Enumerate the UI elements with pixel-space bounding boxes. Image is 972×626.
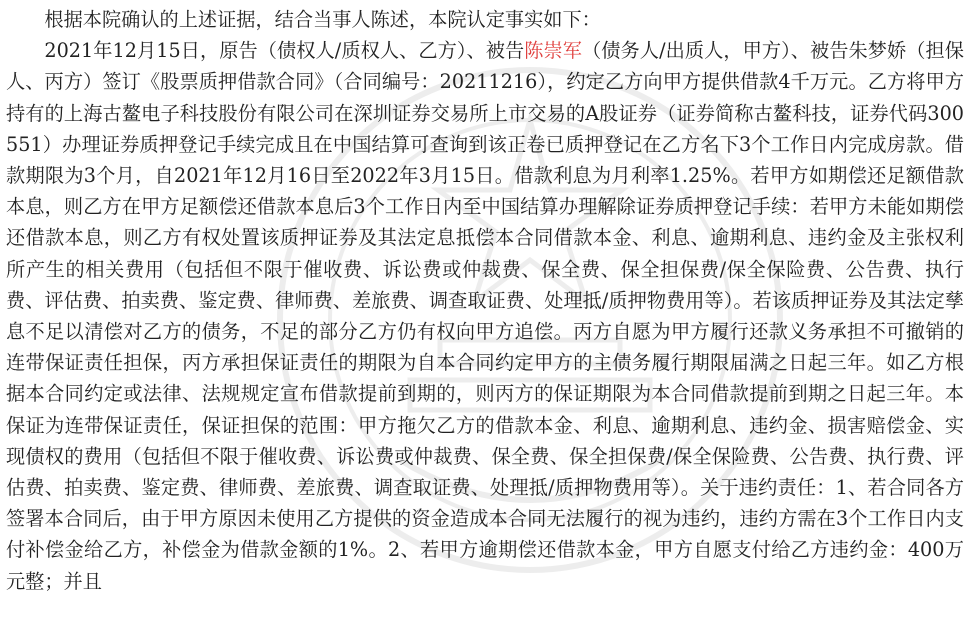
- facts-text-start: 2021年12月15日，原告（债权人/质权人、乙方）、被告: [44, 39, 525, 63]
- facts-paragraph: [6, 35, 964, 597]
- intro-paragraph: 根据本院确认的上述证据，结合当事人陈述，本院认定事实如下：: [44, 8, 601, 31]
- facts-text-rest: （债务人/出质人，甲方）、被告朱梦娇（担保人、丙方）签订《股票质押借款合同》（合同编号：20211216），约定乙方向甲方提供借款4千万元。乙方将甲方持有的上海古鳌电子科技股份有限公司在深圳证券交易所上市交易的A股证券（证券简称古鳌科技，证券代码300551）办理证券质押登记手续完成且在中国结算可查询到该正卷已质押登记在乙方名下3个工作日内完成房款。借款期限为3个月，自2021年12月16日至2022年3月15日。借款利息为月利率1.25%。若甲方如期偿还足额借款本息，则乙方在甲方足额偿还借款本息后3个工作日内至中国结算办理解除证券质押登记手续：若甲方未能如期偿还借款本息，则乙方有权处置该质押证券及其法定息抵偿本合同借款本金、利息、逾期利息、违约金及主张权利所产生的相关费用（包括但不限于催收费、诉讼费或仲裁费、保全费、保全担保费/保全保险费、公告费、执行费、评估费、拍卖费、鉴定费、律师费、差旅费、调查取证费、处理抵/质押物费用等）。若该质押证券及其法定孳息不足以清偿对乙方的债务，不足的部分乙方仍有权向甲方追偿。丙方自愿为甲方履行还款义务承担不可撤销的连带保证责任担保，丙方承担保证责任的期限为自本合同约定甲方的主债务履行期限届满之日起三年。如乙方根据本合同约定或法律、法规规定宣布借款提前到期的，则丙方的保证期限为本合同借款提前到期之日起三年。本保证为连带保证责任，保证担保的范围：甲方拖欠乙方的借款本金、利息、逾期利息、违约金、损害赔偿金、实现债权的费用（包括但不限于催收费、诉讼费或仲裁费、保全费、保全担保费/保全保险费、公告费、执行费、评估费、拍卖费、鉴定费、律师费、差旅费、调查取证费、处理抵/质押物费用等）。关于违约责任：1、若合同各方签署本合同后，由于甲方原因未使用乙方提供的资金造成本合同无法履行的视为违约，违约方需在3个工作日内支付补偿金给乙方，补偿金为借款金额的1%。2、若甲方逾期偿还借款本金，甲方自愿支付给乙方违约金：400万元整；并且: [6, 39, 964, 593]
- judgment-text: [6, 4, 964, 597]
- highlighted-defendant-name: 陈崇军: [524, 39, 583, 63]
